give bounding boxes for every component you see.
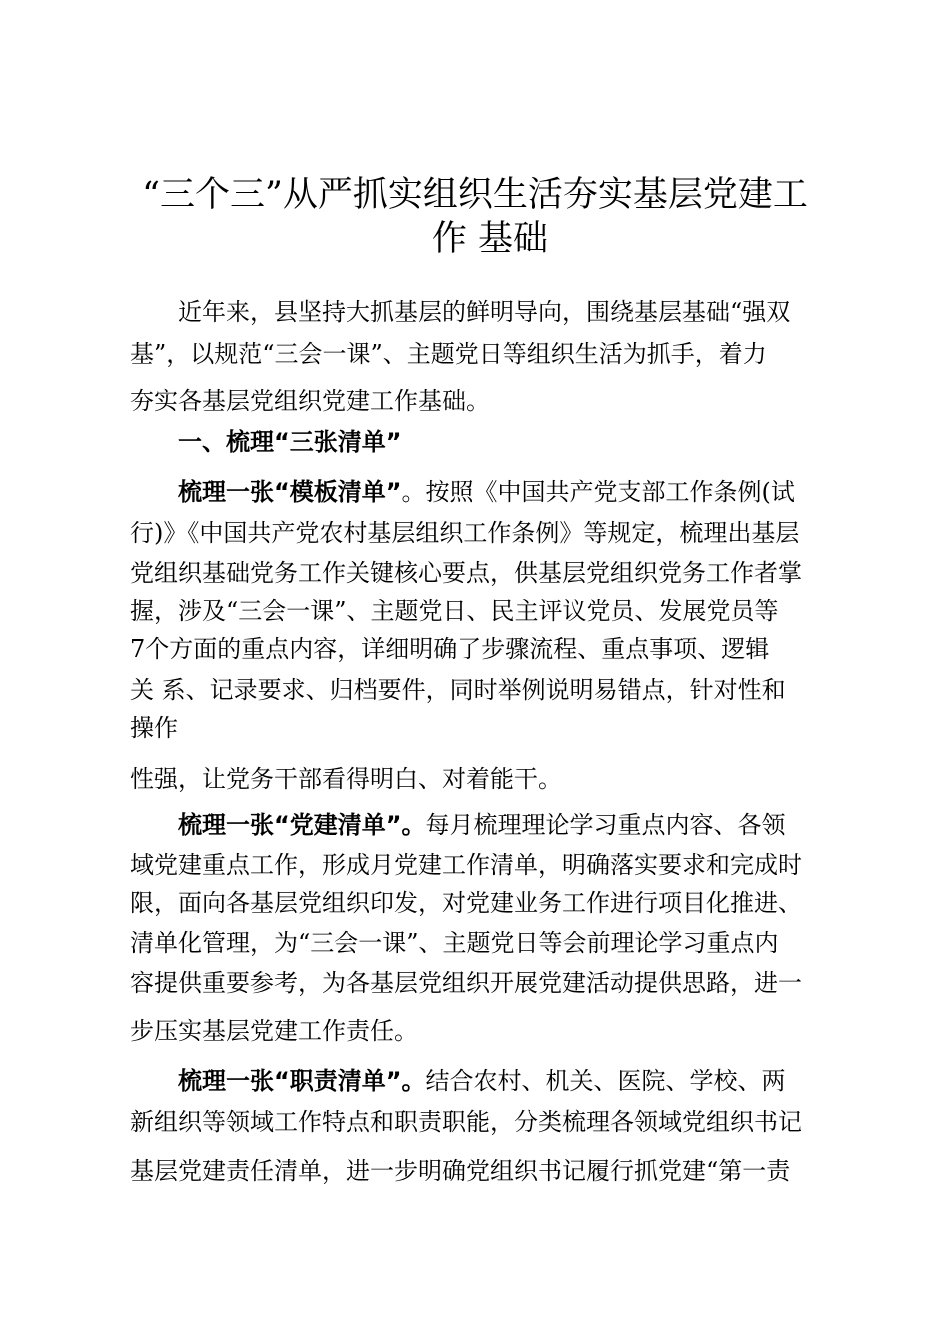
intro-line-2: 基”，以规范“三会一课”、主题党日等组织生活为抓手，着力 bbox=[130, 340, 767, 368]
para3-text: 结合农村、机关、医院、学校、两 bbox=[425, 1067, 786, 1095]
para3-line-3: 基层党建责任清单，进一步明确党组织书记履行抓党建“第一责 bbox=[130, 1157, 791, 1185]
para2-line-2: 域党建重点工作，形成月党建工作清单，明确落实要求和完成时 bbox=[130, 851, 802, 879]
intro-line-1: 近年来，县坚持大抓基层的鲜明导向，围绕基层基础“强双 bbox=[178, 298, 791, 326]
para2-line-5: 容提供重要参考，为各基层党组织开展党建活动提供思路，进一 bbox=[130, 969, 802, 997]
para1-line-3: 党组织基础党务工作关键核心要点，供基层党组织党务工作者掌 bbox=[130, 559, 802, 587]
para1-line-2: 行)》《中国共产党农村基层组织工作条例》等规定，梳理出基层 bbox=[130, 519, 800, 547]
para1-line-1 bbox=[178, 476, 795, 508]
document-title-line-2: 作 基础 bbox=[431, 219, 549, 259]
para2-line-6: 步压实基层党建工作责任。 bbox=[130, 1017, 418, 1045]
para1-line-6: 关 系、记录要求、归档要件，同时举例说明易错点，针对性和 bbox=[130, 676, 786, 704]
para2-line-3: 限，面向各基层党组织印发，对党建业务工作进行项目化推进、 bbox=[130, 889, 802, 917]
para2-line-4: 清单化管理，为“三会一课”、主题党日等会前理论学习重点内 bbox=[130, 929, 779, 957]
section-heading-1: 一、梳理“三张清单” bbox=[178, 428, 402, 456]
para1-line-7: 操作 bbox=[130, 714, 178, 742]
para2-line-1 bbox=[178, 809, 786, 841]
para1-text: 。按照《中国共产党支部工作条例(试 bbox=[401, 478, 795, 506]
para3-lead: 梳理一张“职责清单”。 bbox=[178, 1067, 426, 1095]
para2-text: 每月梳理理论学习重点内容、各领 bbox=[425, 811, 786, 839]
document-title-line-1: “三个三”从严抓实组织生活夯实基层党建工 bbox=[142, 175, 808, 215]
intro-line-3: 夯实各基层党组织党建工作基础。 bbox=[130, 387, 490, 415]
para2-lead: 梳理一张“党建清单”。 bbox=[178, 811, 426, 839]
para1-lead: 梳理一张“模板清单” bbox=[178, 478, 402, 506]
para1-line-4: 握，涉及“三会一课”、主题党日、民主评议党员、发展党员等 bbox=[130, 597, 779, 625]
para3-line-2: 新组织等领域工作特点和职责职能，分类梳理各领域党组织书记 bbox=[130, 1108, 802, 1136]
para3-line-1 bbox=[178, 1065, 786, 1097]
para1-line-5: 7个方面的重点内容，详细明确了步骤流程、重点事项、逻辑 bbox=[130, 635, 770, 663]
para1-line-8: 性强，让党务干部看得明白、对着能干。 bbox=[130, 765, 562, 793]
